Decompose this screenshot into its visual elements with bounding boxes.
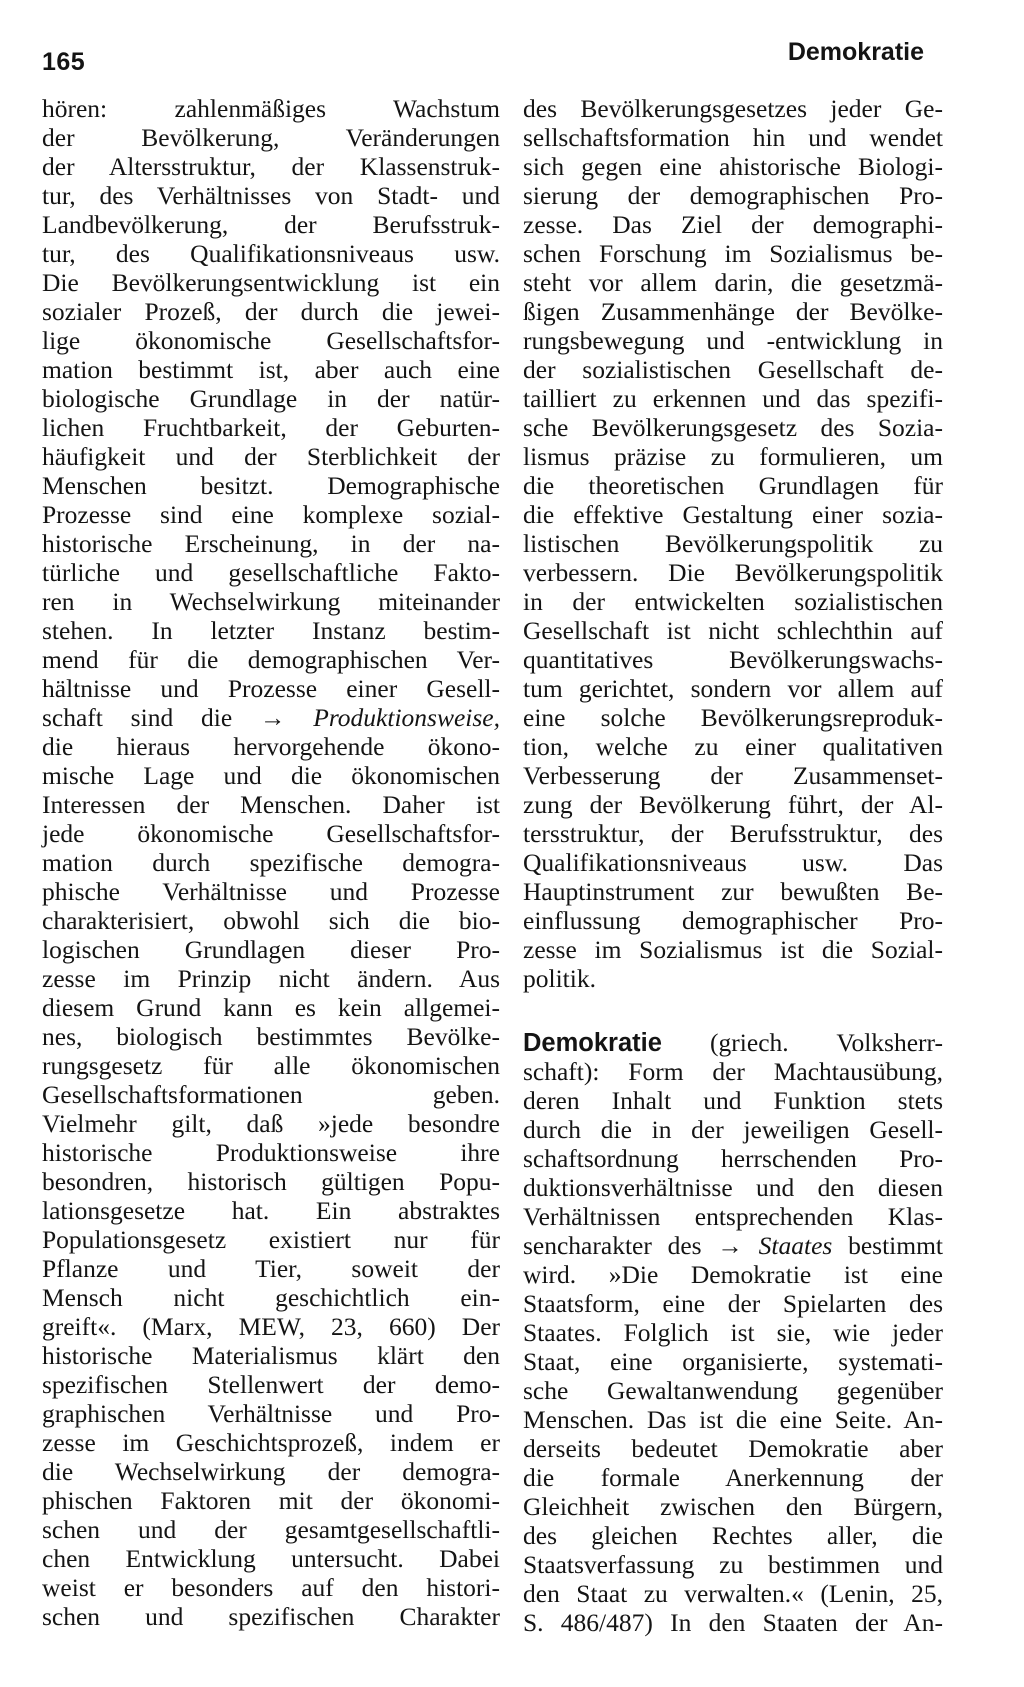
text-line: Die Bevölkerungsentwicklung ist ein <box>42 268 500 297</box>
entry-first-line: Demokratie (griech. Volksherr- <box>523 1028 943 1057</box>
text-line: tum gerichtet, sondern vor allem auf <box>523 674 943 703</box>
text-line: Staat, eine organisierte, systemati- <box>523 1347 943 1376</box>
text-line: zesse im Sozialismus ist die Sozial- <box>523 935 943 964</box>
entry-lines <box>523 1260 943 1637</box>
text-line: Hauptinstrument zur bewußten Be- <box>523 877 943 906</box>
text-line: historische Produktionsweise ihre <box>42 1138 500 1167</box>
text-line: phische Verhältnisse und Prozesse <box>42 877 500 906</box>
text-line: hältnisse und Prozesse einer Gesell- <box>42 674 500 703</box>
text-line: chen Entwicklung untersucht. Dabei <box>42 1544 500 1573</box>
text-line: zesse. Das Ziel der demographi- <box>523 210 943 239</box>
text-line: rungsgesetz für alle ökonomischen <box>42 1051 500 1080</box>
text-line: phischen Faktoren mit der ökonomi- <box>42 1486 500 1515</box>
text-line: Verhältnissen entsprechenden Klas- <box>523 1202 943 1231</box>
text-line: die formale Anerkennung der <box>523 1463 943 1492</box>
text-line: der Bevölkerung, Veränderungen <box>42 123 500 152</box>
text-line: durch die in der jeweiligen Gesell- <box>523 1115 943 1144</box>
text-line: den Staat zu verwalten.« (Lenin, 25, <box>523 1579 943 1608</box>
text-line: die theoretischen Grundlagen für <box>523 471 943 500</box>
text-line: charakterisiert, obwohl sich die bio- <box>42 906 500 935</box>
text-line: schaftsordnung herrschenden Pro- <box>523 1144 943 1173</box>
text-line: nes, biologisch bestimmtes Bevölke- <box>42 1022 500 1051</box>
text-line: die effektive Gestaltung einer sozia- <box>523 500 943 529</box>
text-line: lige ökonomische Gesellschaftsfor- <box>42 326 500 355</box>
text-line: sche Gewaltanwendung gegenüber <box>523 1376 943 1405</box>
text-line: diesem Grund kann es kein allgemei- <box>42 993 500 1022</box>
text-line: Menschen. Das ist die eine Seite. An- <box>523 1405 943 1434</box>
text-line: tersstruktur, der Berufsstruktur, des <box>523 819 943 848</box>
text-line: biologische Grundlage in der natür- <box>42 384 500 413</box>
text-line: schen und spezifischen Charakter <box>42 1602 500 1631</box>
text-line: Populationsgesetz existiert nur für <box>42 1225 500 1254</box>
text-line: verbessern. Die Bevölkerungspolitik <box>523 558 943 587</box>
text-line: besondren, historisch gültigen Popu- <box>42 1167 500 1196</box>
text-line: listischen Bevölkerungspolitik zu <box>523 529 943 558</box>
text-line: tailliert zu erkennen und das spezifi- <box>523 384 943 413</box>
cross-reference-produktionsweise[interactable]: → Produktionsweise, <box>259 703 500 732</box>
text-line: hören: zahlenmäßiges Wachstum <box>42 94 500 123</box>
text-line: häufigkeit und der Sterblichkeit der <box>42 442 500 471</box>
text-line: Interessen der Menschen. Daher ist <box>42 790 500 819</box>
text-line: Gesellschaft ist nicht schlechthin auf <box>523 616 943 645</box>
entry-headword: Demokratie <box>523 1029 662 1057</box>
text-line: Pflanze und Tier, soweit der <box>42 1254 500 1283</box>
text-line: mation bestimmt ist, aber auch eine <box>42 355 500 384</box>
text-line: Landbevölkerung, der Berufsstruk- <box>42 210 500 239</box>
text-line: mation durch spezifische demogra- <box>42 848 500 877</box>
text-line: lationsgesetze hat. Ein abstraktes <box>42 1196 500 1225</box>
text-line: Staatsverfassung zu bestimmen und <box>523 1550 943 1579</box>
left-column <box>42 94 500 1631</box>
text-line: deren Inhalt und Funktion stets <box>523 1086 943 1115</box>
text-line: Prozesse sind eine komplexe sozial- <box>42 500 500 529</box>
text-line: steht vor allem darin, die gesetzmä- <box>523 268 943 297</box>
text-line: stehen. In letzter Instanz bestim- <box>42 616 500 645</box>
text-line: mische Lage und die ökonomischen <box>42 761 500 790</box>
text-line: historische Materialismus klärt den <box>42 1341 500 1370</box>
text-line: derseits bedeutet Demokratie aber <box>523 1434 943 1463</box>
text-line: tur, des Qualifikationsniveaus usw. <box>42 239 500 268</box>
text-line: des Bevölkerungsgesetzes jeder Ge- <box>523 94 943 123</box>
text-line: graphischen Verhältnisse und Pro- <box>42 1399 500 1428</box>
text-line: wird. »Die Demokratie ist eine <box>523 1260 943 1289</box>
text-line: politik. <box>523 964 596 993</box>
text-line: greift«. (Marx, MEW, 23, 660) Der <box>42 1312 500 1341</box>
text-line: quantitatives Bevölkerungswachs- <box>523 645 943 674</box>
right-column-continuation <box>523 94 943 993</box>
text-line: die Wechselwirkung der demogra- <box>42 1457 500 1486</box>
text-line: sche Bevölkerungsgesetz des Sozia- <box>523 413 943 442</box>
text-line: Menschen besitzt. Demographische <box>42 471 500 500</box>
text-line: mend für die demographischen Ver- <box>42 645 500 674</box>
text-line: Vielmehr gilt, daß »jede besondre <box>42 1109 500 1138</box>
text-line: Gesellschaftsformationen geben. <box>42 1080 500 1109</box>
text-line: ren in Wechselwirkung miteinander <box>42 587 500 616</box>
text-line: sich gegen eine ahistorische Biologi- <box>523 152 943 181</box>
text-line: der Altersstruktur, der Klassenstruk- <box>42 152 500 181</box>
text-line: zesse im Prinzip nicht ändern. Aus <box>42 964 500 993</box>
text-line: weist er besonders auf den histori- <box>42 1573 500 1602</box>
text-line: schen Forschung im Sozialismus be- <box>523 239 943 268</box>
text-line: schen und der gesamtgesellschaftli- <box>42 1515 500 1544</box>
text-line: des gleichen Rechtes aller, die <box>523 1521 943 1550</box>
entry-separator <box>523 993 943 1028</box>
text-line: tur, des Verhältnisses von Stadt- und <box>42 181 500 210</box>
text-line: sierung der demographischen Pro- <box>523 181 943 210</box>
text-line: S. 486/487) In den Staaten der An- <box>523 1608 943 1637</box>
text-line: Gleichheit zwischen den Bürgern, <box>523 1492 943 1521</box>
text-line: Verbesserung der Zusammenset- <box>523 761 943 790</box>
entry-reference-line: sencharakter des → Staates bestimmt <box>523 1231 943 1260</box>
text-line: die hieraus hervorgehende ökono- <box>42 732 500 761</box>
text-line: der sozialistischen Gesellschaft de- <box>523 355 943 384</box>
text-line: zesse im Geschichtsprozeß, indem er <box>42 1428 500 1457</box>
entry-lines <box>523 1057 943 1231</box>
text-line: spezifischen Stellenwert der demo- <box>42 1370 500 1399</box>
text-line: logischen Grundlagen dieser Pro- <box>42 935 500 964</box>
text-line: sozialer Prozeß, der durch die jewei- <box>42 297 500 326</box>
text-line: Qualifikationsniveaus usw. Das <box>523 848 943 877</box>
text-line: historische Erscheinung, in der na- <box>42 529 500 558</box>
text-line: Mensch nicht geschichtlich ein- <box>42 1283 500 1312</box>
text-line: schaft): Form der Machtausübung, <box>523 1057 943 1086</box>
right-column <box>523 94 943 1637</box>
text-line: sellschaftsformation hin und wendet <box>523 123 943 152</box>
running-head: Demokratie <box>787 38 924 66</box>
text-line: tion, welche zu einer qualitativen <box>523 732 943 761</box>
text-line-with-reference: schaft sind die → Produktionsweise, <box>42 703 500 732</box>
text-line: einflussung demographischer Pro- <box>523 906 943 935</box>
dictionary-entry-demokratie <box>523 1028 943 1637</box>
text-line: lichen Fruchtbarkeit, der Geburten- <box>42 413 500 442</box>
text-line: lismus präzise zu formulieren, um <box>523 442 943 471</box>
page-number: 165 <box>42 48 86 76</box>
text-line: duktionsverhältnisse und den diesen <box>523 1173 943 1202</box>
text-line: jede ökonomische Gesellschaftsfor- <box>42 819 500 848</box>
text-line: in der entwickelten sozialistischen <box>523 587 943 616</box>
text-line: rungsbewegung und -entwicklung in <box>523 326 943 355</box>
text-line: eine solche Bevölkerungsreproduk- <box>523 703 943 732</box>
text-line: Staatsform, eine der Spielarten des <box>523 1289 943 1318</box>
text-line: Staates. Folglich ist sie, wie jeder <box>523 1318 943 1347</box>
text-line: ßigen Zusammenhänge der Bevölke- <box>523 297 943 326</box>
text-line: türliche und gesellschaftliche Fakto- <box>42 558 500 587</box>
text-line: zung der Bevölkerung führt, der Al- <box>523 790 943 819</box>
cross-reference-staates[interactable]: → Staates <box>717 1231 833 1260</box>
